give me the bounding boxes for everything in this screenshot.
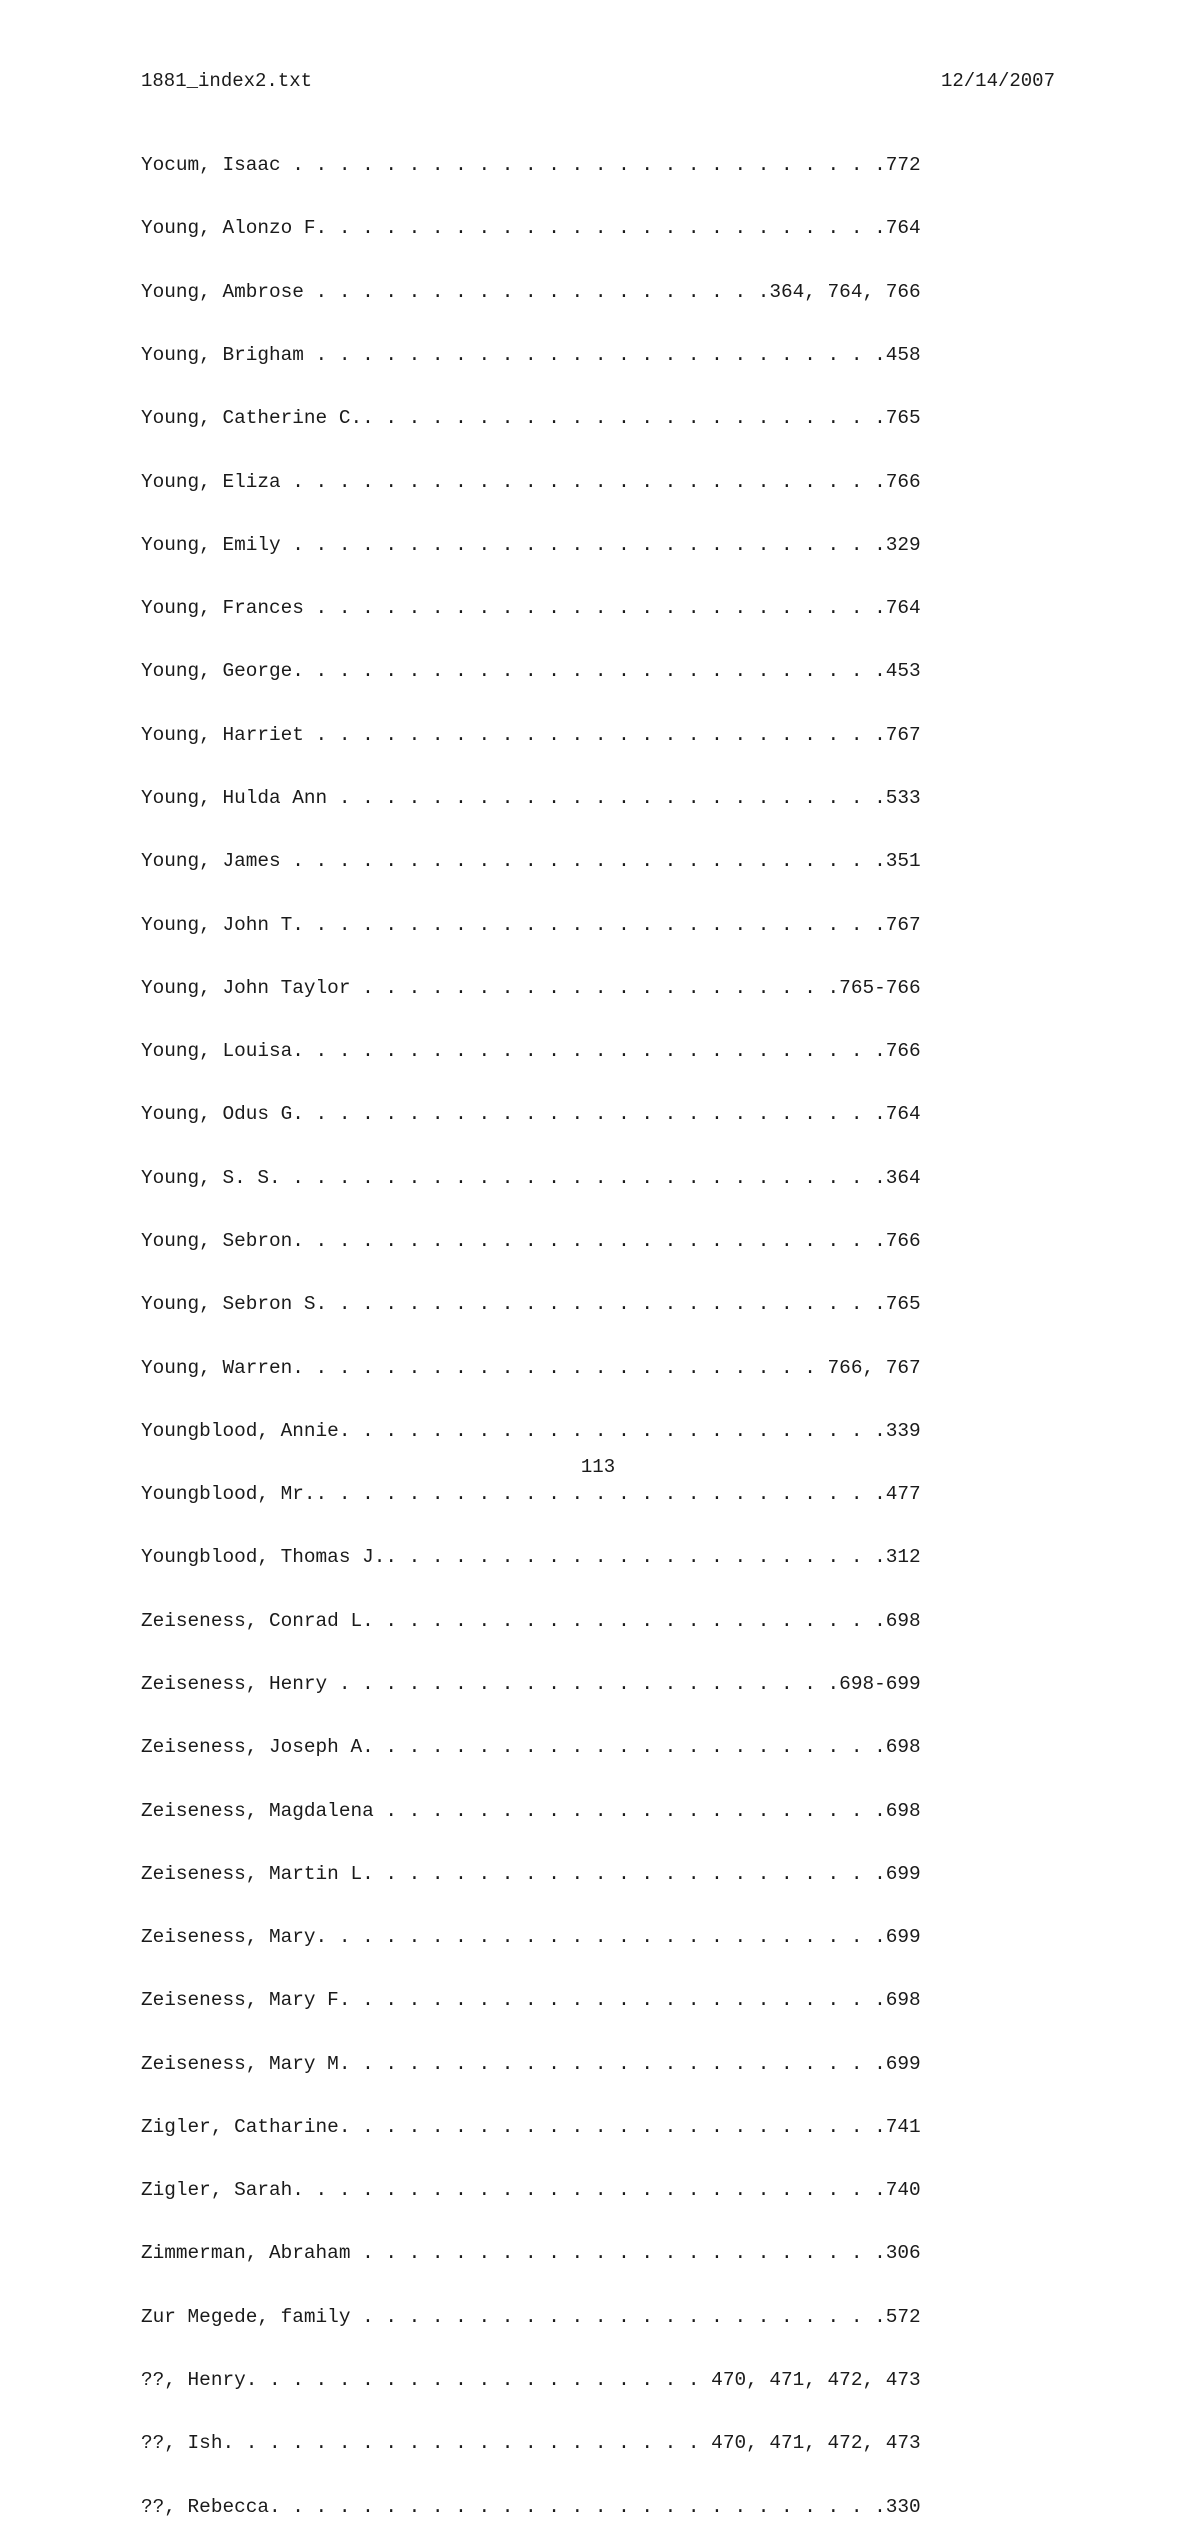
index-entry: Young, Odus G. . . . . . . . . . . . . . . . . . . . . . . . . .764 [141,1103,921,1126]
index-entry: Young, John Taylor . . . . . . . . . . . . . . . . . . . . .765-766 [141,976,921,999]
index-entry: Zimmerman, Abraham . . . . . . . . . . . . . . . . . . . . . . .306 [141,2242,921,2265]
index-entry: Young, Alonzo F. . . . . . . . . . . . . . . . . . . . . . . . .764 [141,217,921,240]
index-entry: Zigler, Catharine. . . . . . . . . . . . . . . . . . . . . . . .741 [141,2115,921,2138]
index-entry: Young, John T. . . . . . . . . . . . . . . . . . . . . . . . . .767 [141,913,921,936]
document-filename: 1881_index2.txt [141,70,313,92]
index-entry: Young, Emily . . . . . . . . . . . . . . . . . . . . . . . . . .329 [141,533,921,556]
index-entry: Zeiseness, Conrad L. . . . . . . . . . . . . . . . . . . . . . .698 [141,1609,921,1632]
index-entry: Zeiseness, Mary M. . . . . . . . . . . . . . . . . . . . . . . .699 [141,2052,921,2075]
index-list [141,113,921,2539]
index-entry: Young, Ambrose . . . . . . . . . . . . . . . . . . . .364, 764, 766 [141,280,921,303]
index-entry: Zigler, Sarah. . . . . . . . . . . . . . . . . . . . . . . . . .740 [141,2179,921,2202]
index-entry: Yocum, Isaac . . . . . . . . . . . . . . . . . . . . . . . . . .772 [141,154,921,177]
index-entry: Youngblood, Thomas J.. . . . . . . . . . . . . . . . . . . . . .312 [141,1546,921,1569]
index-entry: Young, S. S. . . . . . . . . . . . . . . . . . . . . . . . . . .364 [141,1166,921,1189]
index-entry: Young, Sebron S. . . . . . . . . . . . . . . . . . . . . . . . .765 [141,1293,921,1316]
index-entry: Zeiseness, Mary F. . . . . . . . . . . . . . . . . . . . . . . .698 [141,1989,921,2012]
index-entry: Young, Sebron. . . . . . . . . . . . . . . . . . . . . . . . . .766 [141,1229,921,1252]
index-entry: Zeiseness, Martin L. . . . . . . . . . . . . . . . . . . . . . .699 [141,1862,921,1885]
index-entry: Young, Hulda Ann . . . . . . . . . . . . . . . . . . . . . . . .533 [141,787,921,809]
index-entry: Young, Eliza . . . . . . . . . . . . . . . . . . . . . . . . . .766 [141,470,921,493]
index-entry: Young, Harriet . . . . . . . . . . . . . . . . . . . . . . . . .767 [141,723,921,746]
index-entry: Zeiseness, Joseph A. . . . . . . . . . . . . . . . . . . . . . .698 [141,1736,921,1759]
index-entry: Young, Warren. . . . . . . . . . . . . . . . . . . . . . . 766, 767 [141,1356,921,1379]
index-entry: Zeiseness, Magdalena . . . . . . . . . . . . . . . . . . . . . .698 [141,1799,921,1822]
document-date: 12/14/2007 [940,70,1055,92]
index-entry: Young, George. . . . . . . . . . . . . . . . . . . . . . . . . .453 [141,660,921,683]
index-entry: ??, Henry. . . . . . . . . . . . . . . . . . . . 470, 471, 472, 473 [141,2369,921,2392]
index-entry: Zeiseness, Henry . . . . . . . . . . . . . . . . . . . . . .698-699 [141,1672,921,1695]
index-entry: ??, Rebecca. . . . . . . . . . . . . . . . . . . . . . . . . . .330 [141,2495,921,2518]
index-entry: Young, James . . . . . . . . . . . . . . . . . . . . . . . . . .351 [141,850,921,873]
index-entry: Zeiseness, Mary. . . . . . . . . . . . . . . . . . . . . . . . .699 [141,1926,921,1949]
index-entry: Youngblood, Mr.. . . . . . . . . . . . . . . . . . . . . . . . .477 [141,1483,921,1506]
index-entry: Zur Megede, family . . . . . . . . . . . . . . . . . . . . . . .572 [141,2305,921,2328]
index-entry: Young, Brigham . . . . . . . . . . . . . . . . . . . . . . . . .458 [141,344,921,367]
index-entry: Young, Catherine C.. . . . . . . . . . . . . . . . . . . . . . .765 [141,407,921,430]
page-number: 113 [580,1456,616,1478]
index-entry: Young, Louisa. . . . . . . . . . . . . . . . . . . . . . . . . .766 [141,1040,921,1063]
index-entry: Youngblood, Annie. . . . . . . . . . . . . . . . . . . . . . . .339 [141,1419,921,1442]
index-entry: Young, Frances . . . . . . . . . . . . . . . . . . . . . . . . .764 [141,597,921,620]
index-entry: ??, Ish. . . . . . . . . . . . . . . . . . . . . 470, 471, 472, 473 [141,2432,921,2455]
